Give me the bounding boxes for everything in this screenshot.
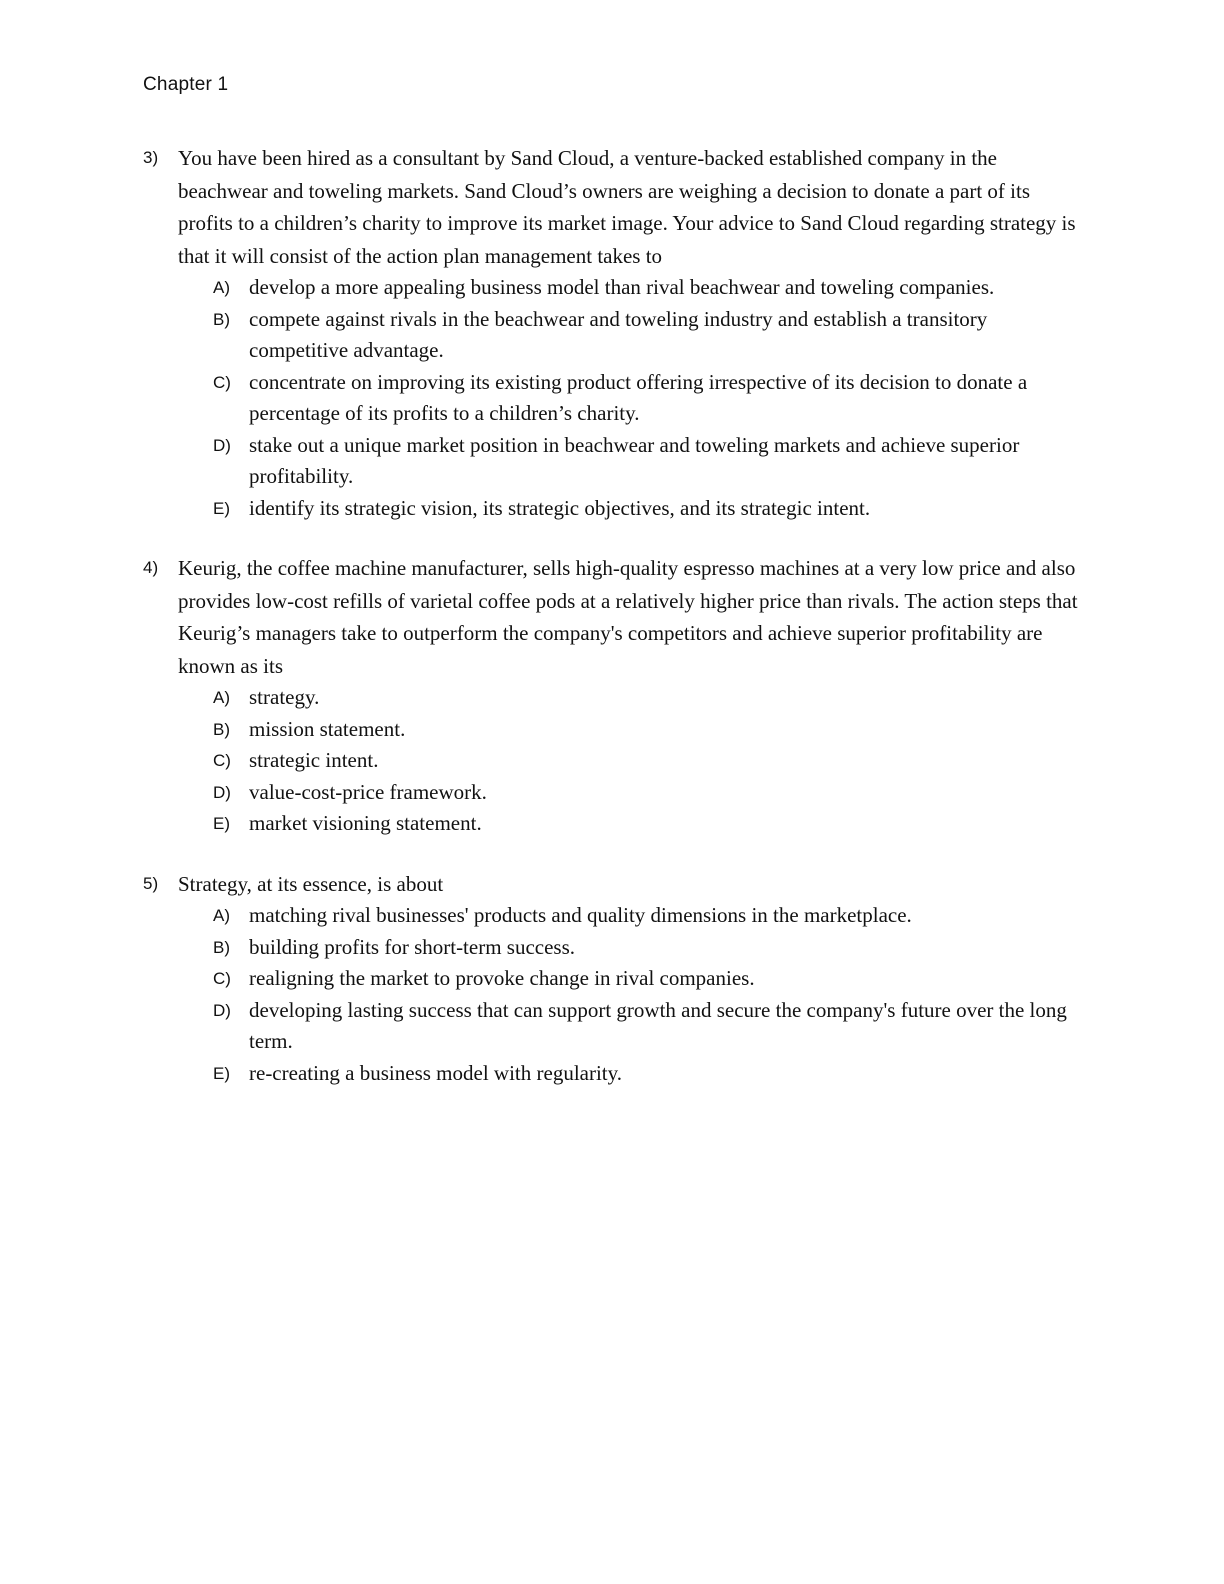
answer-option-e (213, 1058, 1083, 1090)
option-letter: A) (213, 906, 230, 925)
question-number: 4) (143, 558, 159, 577)
option-letter: C) (213, 969, 231, 988)
answer-option-c (213, 745, 1083, 777)
option-text: strategic intent. (249, 748, 379, 772)
answer-option-a (213, 900, 1083, 932)
answer-option-a (213, 682, 1083, 714)
option-text: matching rival businesses' products and quality dimensions in the marketplace. (249, 903, 912, 927)
option-text: building profits for short-term success. (249, 934, 576, 959)
question-number: 5) (143, 873, 159, 893)
option-text: concentrate on improving its existing product offering irrespective of its decision to donate a percentage of its profits to a children’s charity. (249, 369, 1028, 425)
answer-option-d (213, 430, 1083, 493)
option-text: developing lasting success that can support growth and secure the company's future over the long term. (249, 997, 1067, 1053)
question-text: Keurig, the coffee machine manufacturer, sells high-quality espresso machines at a very low price and also provides low-cost refills of varietal coffee pods at a relatively higher price than rivals. The action steps that Keurig’s managers take to outperform the company's competitors and achieve superior profitability are known as its (178, 556, 1078, 678)
answer-option-b (213, 304, 1083, 367)
answer-options (213, 272, 1083, 524)
option-letter: C) (213, 751, 231, 770)
answer-option-e (213, 493, 1083, 525)
answer-option-a (213, 272, 1083, 304)
option-letter: C) (213, 372, 231, 392)
question-text: You have been hired as a consultant by Sand Cloud, a venture-backed established company in the beachwear and toweling markets. Sand Cloud’s owners are weighing a decision to donate a part of its profits to a children’s charity to improve its market image. Your advice to Sand Cloud regarding strategy is that it will consist of the action plan management takes to (178, 146, 1076, 268)
option-letter: A) (213, 688, 230, 707)
option-letter: E) (213, 498, 230, 518)
question-3 (143, 142, 1083, 524)
option-text: develop a more appealing business model than rival beachwear and toweling companies. (249, 275, 995, 299)
question-text: Strategy, at its essence, is about (178, 871, 444, 896)
option-letter: A) (213, 278, 230, 297)
option-text: mission statement. (249, 716, 406, 741)
option-text: re-creating a business model with regularity. (249, 1060, 623, 1085)
option-letter: D) (213, 435, 231, 455)
answer-options (213, 682, 1083, 840)
question-list (143, 142, 1083, 1117)
option-letter: D) (213, 782, 231, 802)
option-letter: B) (213, 309, 230, 329)
option-text: strategy. (249, 685, 320, 709)
page-title: Chapter 1 (143, 74, 229, 95)
option-letter: B) (213, 937, 230, 957)
option-letter: B) (213, 719, 230, 739)
option-letter: D) (213, 1000, 231, 1020)
question-4 (143, 552, 1083, 840)
answer-option-d (213, 777, 1083, 809)
option-text: value-cost-price framework. (249, 779, 487, 804)
option-text: identify its strategic vision, its strategic objectives, and its strategic intent. (249, 495, 871, 520)
answer-option-c (213, 963, 1083, 995)
option-letter: E) (213, 1063, 230, 1083)
option-text: realigning the market to provoke change in rival companies. (249, 966, 755, 990)
option-text: market visioning statement. (249, 811, 482, 835)
question-5 (143, 868, 1083, 1090)
answer-option-c (213, 367, 1083, 430)
answer-option-e (213, 808, 1083, 840)
answer-option-d (213, 995, 1083, 1058)
option-letter: E) (213, 814, 230, 833)
option-text: compete against rivals in the beachwear and toweling industry and establish a transitory competitive advantage. (249, 306, 988, 362)
question-number: 3) (143, 148, 159, 167)
answer-option-b (213, 714, 1083, 746)
answer-options (213, 900, 1083, 1089)
answer-option-b (213, 932, 1083, 964)
option-text: stake out a unique market position in beachwear and toweling markets and achieve superior profitability. (249, 432, 1020, 488)
